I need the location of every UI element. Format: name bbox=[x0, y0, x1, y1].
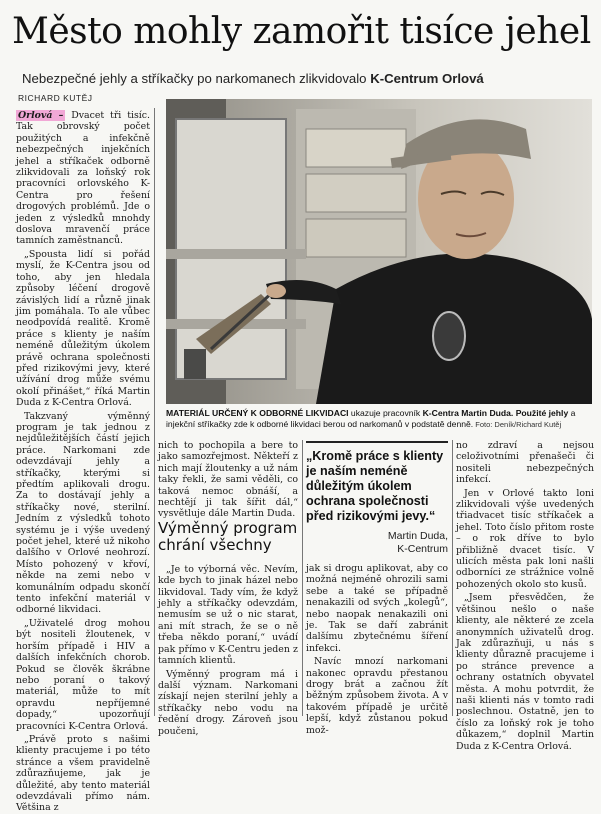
paragraph bbox=[16, 110, 150, 247]
pull-quote-text: „Kromě práce s klienty je naším neméně důležitým úkolem ochrana společnosti před rizikovými jevy.“ bbox=[306, 449, 444, 523]
article-photo bbox=[166, 99, 592, 404]
dateline: Orlová – bbox=[18, 110, 64, 121]
byline: RICHARD KUTĚJ bbox=[18, 93, 93, 103]
paragraph: Takzvaný výměnný program je tak jednou z nejdůležitějších částí jejich práce. Narkomani zde odevzdávají jehly a stříkačky, kterými si předtím aplikovali drogu. Za to dostávají jehly a stříkačky nové, sterilní. Jedním z výsledků tohoto systému je i výše uvedený počet jehel, které už nikoho dalšího v Orlové neohrozí. Místo pohozený v křoví, někde na zemi nebo v komunálním odpadu skončí tento infekční materiál v odborné likvidaci. bbox=[16, 410, 150, 616]
pull-quote-author: Martin Duda, bbox=[387, 530, 448, 542]
column-rule bbox=[302, 440, 303, 716]
pull-quote-org: K-Centrum bbox=[397, 543, 448, 555]
paragraph: „Právě proto s našimi klienty pracujeme i po této stránce a všem pravidelně zdůrazňujeme, jak je důležité, aby tento materiál odevzdávali přímo nám. Většina z bbox=[16, 733, 150, 814]
paragraph: Navíc mnozí narkomani nakonec opravdu přestanou drogy brát a začnou žít běžným způsobem života. A v takovém případě je určitě lepší, když zůstanou pokud mož- bbox=[306, 656, 448, 736]
paragraph: Jen v Orlové takto loni zlikvidovali výše uvedených třiadvacet tisíc stříkaček a jehel. Toto číslo přitom roste – o rok dříve to bylo přibližně dvacet tisíc. V ulicích města pak loni našli odborníci ze strážnice volně pohozených okolo sto kusů. bbox=[456, 487, 594, 590]
subheadline-bold: K-Centrum Orlová bbox=[370, 71, 484, 86]
paragraph: jak si drogu aplikovat, aby co možná nejméně ohrozili sami sebe a také se případně nenakazili od svých „kolegů“, nebo naopak nenakazili oni je. Tak se daří zabránit dalšímu zbytečnému šíření infekci. bbox=[306, 563, 448, 654]
paragraph: nich to pochopila a bere to jako samozřejmost. Někteří z nich mají žloutenky a už nám taky řekli, že sami věděli, co taková nemoc obnáší, a nechtějí ji tak šířit dál,“ vysvětluje dále Martin Duda. bbox=[158, 440, 298, 520]
headline: Město mohly zamořit tisíce jehel bbox=[12, 11, 591, 52]
column-rule bbox=[452, 440, 453, 716]
section-subhead: Výměnný program chrání všechny bbox=[158, 519, 298, 554]
paragraph: „Spousta lidí si pořád myslí, že K-Centra jsou od toho, aby jen hledala způsoby léčení drogově závislých lidí a různě jinak jim pomáhala. To ale vůbec neodpovídá realitě. Kromě práce s klienty je naším neméně důležitým úkolem právě ochrana společnosti před rizikovými jevy, které užívání drog může svému okolí přinášet,“ říká Martin Duda z K-Centra Orlová. bbox=[16, 248, 150, 409]
caption-text-2: a injekční stříkačky zde k odborné likvidaci berou od narkomanů v podstatě denně. bbox=[166, 408, 576, 429]
photo-caption bbox=[166, 408, 592, 430]
column-rule bbox=[154, 108, 155, 716]
paragraph: „Je to výborná věc. Nevím, kde bych to jinak házel nebo likvidoval. Tady vím, že když jehly a stříkačky odevzdám, nemusím se už o nic starat, ani mít strach, že se o ně třeba někdo poraní,“ uvádí pak přímo v K-Centru jeden z tamních klientů. bbox=[158, 563, 298, 667]
article-column-2 bbox=[158, 440, 298, 737]
caption-bold: MATERIÁL URČENÝ K ODBORNÉ LIKVIDACI bbox=[166, 408, 349, 418]
caption-bold-2: K-Centra Martin Duda. Použité jehly bbox=[422, 408, 569, 418]
paragraph: „Jsem přesvědčen, že většinou nešlo o naše klienty, ale některé ze zcela anonymních uživatelů drog. Jak zdůrazňuji, u nás s klienty důrazně pracujeme i po stránce prevence a ochrany ostatních obyvatel města. A mohu potvrdit, že naši klienti nás v tomto radi poslechnou. Ostatně, jen to číslo za loňský rok je toho důkazem,“ doplnil Martin Duda z K-Centra Orlová. bbox=[456, 592, 594, 752]
subheadline-text: Nebezpečné jehly a stříkačky po narkomanech zlikvidovalo bbox=[22, 71, 371, 86]
caption-text: ukazuje pracovník bbox=[348, 408, 423, 418]
paragraph: Výměnný program má i další význam. Narkomani získají nejen sterilní jehly a stříkačky nebo vodu na ředění drogy. Zároveň jsou poučeni, bbox=[158, 668, 298, 737]
paragraph: „Uživatelé drog mohou být nositeli žloutenek, v horším případě i HIV a dalších infekčních chorob. Pokud se člověk škrábne nebo poraní o takový materiál, může to mít opravdu nepříjemné dopady,“ upozorňují pracovníci K-Centra Orlová. bbox=[16, 617, 150, 732]
article-column-4 bbox=[456, 440, 594, 752]
paragraph-text: Dvacet tři tisíc. Tak obrovský počet použitých a infekčně nebezpečných injekčních jehel a stříkaček odborně zlikvidovali za loňský rok pracovníci orlovského K-Centra pro řešení drogových problémů. Jde o jeden z výsledků mnohdy doslova mravenčí práce tamních zaměstnanců. bbox=[16, 110, 150, 247]
pull-quote bbox=[306, 441, 448, 559]
photo-illustration bbox=[166, 99, 592, 404]
article-column-1 bbox=[16, 110, 150, 814]
photo-credit: Foto: Deník/Richard Kutěj bbox=[473, 420, 562, 429]
paragraph: no zdraví a nejsou celoživotními přenašeči či nositeli nebezpečných infekcí. bbox=[456, 440, 594, 486]
subheadline bbox=[22, 70, 592, 88]
article-column-3 bbox=[306, 563, 448, 736]
